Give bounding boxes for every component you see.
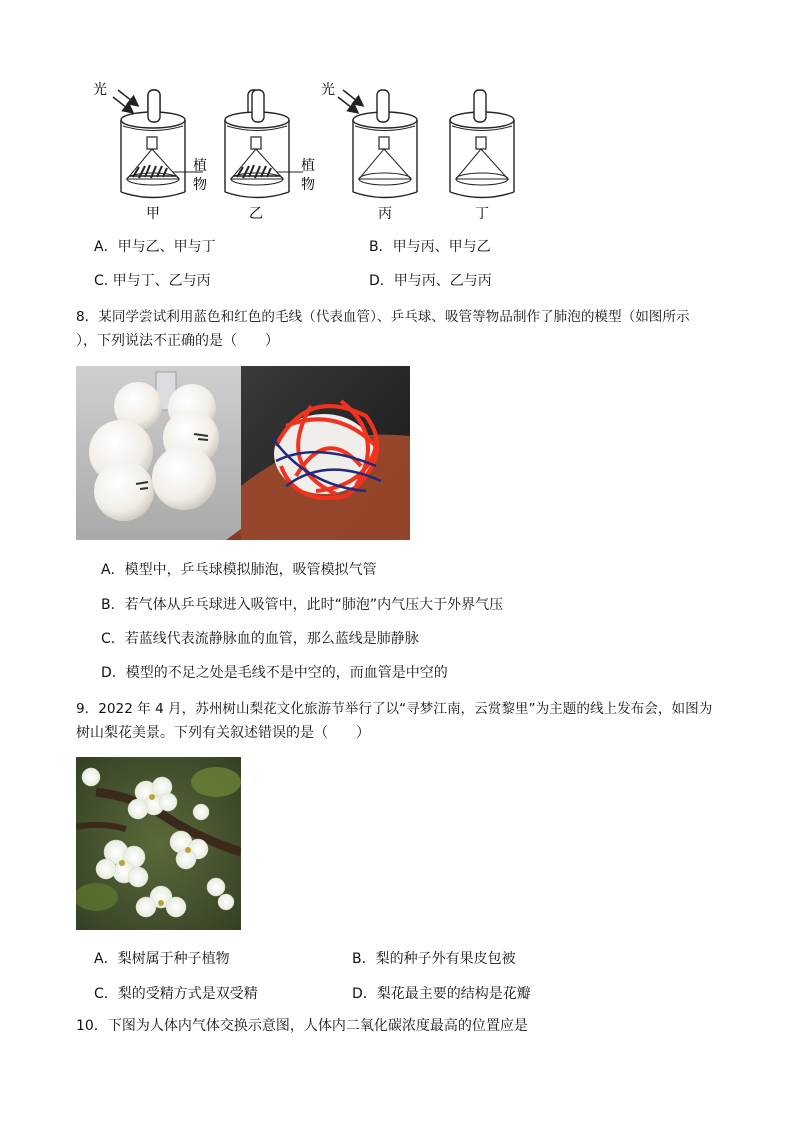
q10-stem-line1: 10．下图为人体内气体交换示意图，人体内二氧化碳浓度最高的位置应是	[76, 1018, 528, 1034]
q9-stem-line2: 树山梨花美景。下列有关叙述错误的是（ ）	[76, 725, 370, 741]
q7-jar-figure-svg	[85, 75, 535, 225]
jar-3	[353, 90, 417, 198]
jar-label-4: 丁	[475, 206, 489, 222]
q7-option-d: D．甲与丙、乙与丙	[369, 273, 492, 289]
q8-option-c: C．若蓝线代表流静脉血的血管，那么蓝线是肺静脉	[101, 631, 419, 647]
jar-2	[225, 90, 289, 198]
jar-4	[450, 90, 514, 198]
q8-stem-line1: 8．某同学尝试利用蓝色和红色的毛线（代表血管）、乒乓球、吸管等物品制作了肺泡的模型（如图所示	[76, 309, 690, 325]
q7-option-b: B．甲与丙、甲与乙	[369, 239, 491, 255]
q9-option-a: A．梨树属于种子植物	[94, 951, 230, 967]
plant-label-1b: 物	[193, 177, 207, 193]
jar-label-1: 甲	[146, 206, 160, 222]
q9-option-d: D．梨花最主要的结构是花瓣	[352, 986, 531, 1002]
q9-option-c: C．梨的受精方式是双受精	[94, 986, 258, 1002]
jar-label-3: 丙	[378, 206, 392, 222]
q7-option-c: C. 甲与丁、乙与丙	[94, 273, 211, 289]
q8-alveolus-model-photo	[76, 366, 410, 540]
light-label-2: 光	[321, 82, 335, 98]
q7-option-a: A．甲与乙、甲与丁	[94, 239, 216, 255]
plant-label-1a: 植	[193, 158, 207, 174]
q8-stem-line2: ），下列说法不正确的是（ ）	[76, 333, 279, 349]
light-label-1: 光	[93, 82, 107, 98]
q9-option-b: B．梨的种子外有果皮包被	[352, 951, 516, 967]
light-arrows-jar-3	[338, 90, 362, 112]
q8-option-a: A．模型中，乒乓球模拟肺泡，吸管模拟气管	[101, 562, 377, 578]
jar-1	[121, 90, 185, 198]
light-arrows-jar-1	[113, 90, 137, 112]
q9-pear-blossom-photo	[76, 757, 241, 930]
q9-stem-line1: 9．2022 年 4 月，苏州树山梨花文化旅游节举行了以“寻梦江南，云赏黎里”为主题的线上发布会，如图为	[76, 701, 713, 717]
jar-label-2: 乙	[249, 206, 263, 222]
plant-label-2a: 植	[301, 158, 315, 174]
q8-option-b: B．若气体从乒乓球进入吸管中，此时“肺泡”内气压大于外界气压	[101, 597, 504, 613]
plant-label-2b: 物	[301, 177, 315, 193]
q8-option-d: D．模型的不足之处是毛线不是中空的，而血管是中空的	[101, 665, 448, 681]
q7-jar-figure	[85, 75, 535, 225]
